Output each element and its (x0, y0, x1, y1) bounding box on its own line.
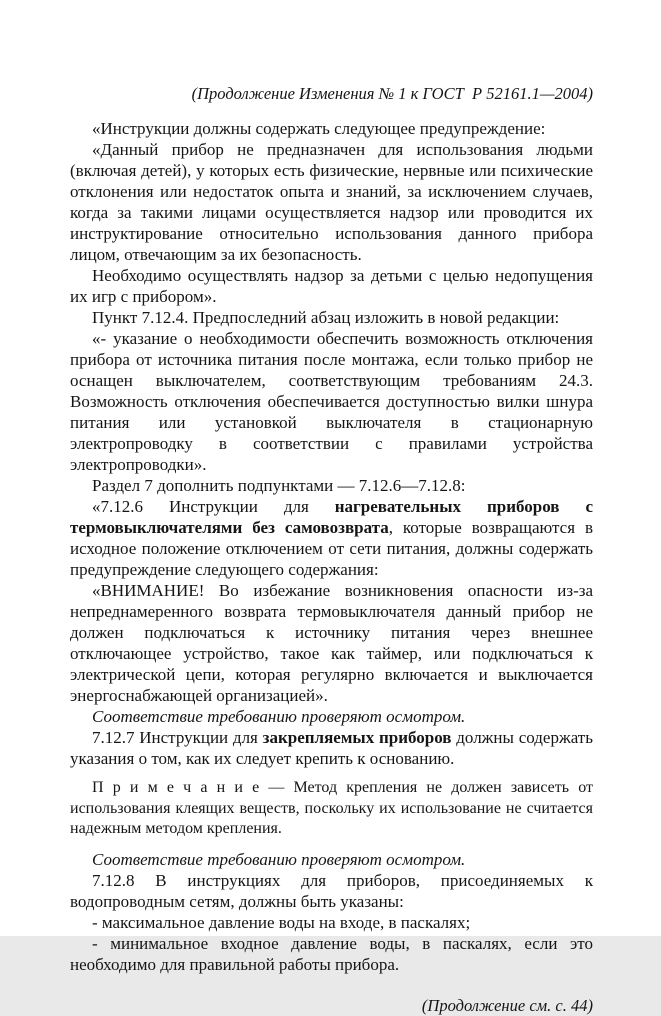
paragraph (70, 933, 593, 975)
text-run: «Инструкции должны содержать следующее предупреждение: (92, 119, 546, 138)
text-run: должны содержать указания о том, как их следует крепить к основанию. (70, 728, 593, 768)
continuation-note: (Продолжение см. с. 44) (421, 995, 593, 1015)
text-run: - максимальное давление воды на входе, в паскалях; (92, 912, 471, 932)
paragraph (70, 580, 593, 706)
paragraph (70, 727, 593, 769)
text-run: 7.12.8 В инструкциях для приборов, присоединяемых к водопроводным сетям, должны быть указаны: (70, 870, 593, 911)
paragraph (70, 475, 593, 496)
text-run: «ВНИМАНИЕ! Во избежание возникновения опасности из-за непреднамеренного возврата термовыключателя данный прибор не должен подключаться к источнику питания через внешнее отключающее устройство, такое как таймер, или подключаться к электрической цепи, которая регулярно включается и выключается энергоснабжающей организацией». (70, 581, 593, 705)
text-run: Необходимо осуществлять надзор за детьми с целью недопущения их игр с прибором». (70, 266, 593, 306)
text-run: Раздел 7 дополнить подпунктами — 7.12.6—7.12.8: (92, 476, 466, 495)
text-run: Соответствие требованию проверяют осмотром. (92, 707, 466, 726)
text-run: Соответствие требованию проверяют осмотром. (92, 849, 466, 869)
running-title: (Продолжение Изменения № 1 к ГОСТ Р 52161.1—2004) (191, 84, 593, 103)
text-run: - минимальное входное давление воды, в паскалях, если это необходимо для правильной работы прибора. (70, 933, 593, 974)
text-run: «7.12.6 Инструкции для (92, 497, 335, 516)
paragraph (70, 870, 593, 912)
document-body (70, 118, 593, 975)
text-run: П р и м е ч а н и е — Метод крепления не должен зависеть от использования клеящих веществ, поскольку их использование не считается надежным методом крепления. (70, 779, 593, 837)
paragraph (70, 307, 593, 328)
text-run: , которые возвращаются в исходное положение отключением от сети питания, должны содержать предупреждение следующего содержания: (70, 518, 593, 579)
bold-text-run: нагревательных приборов с термовыключателями без самовозврата (70, 497, 593, 537)
text-run: «- указание о необходимости обеспечить возможность отключения прибора от источника питания после монтажа, если только прибор не оснащен выключателем, соответствующим требованиям 24.3. Возможность отключения обеспечивается доступностью вилки шнура питания или установкой выключателя в стационарную электропроводку в соответствии с правилами устройства электропроводки». (70, 329, 593, 474)
paragraph (70, 328, 593, 475)
paragraph (70, 118, 593, 139)
bold-text-run: закрепляемых приборов (262, 728, 452, 747)
paragraph (70, 778, 593, 840)
paragraph (70, 706, 593, 727)
paragraph (70, 912, 593, 933)
text-run: 7.12.7 Инструкции для (92, 728, 263, 747)
paragraph (70, 849, 593, 870)
text-run: «Данный прибор не предназначен для использования людьми (включая детей), у которых есть физические, нервные или психические отклонения или недостаток опыта и знаний, за исключением случаев, когда за такими лицами осуществляется надзор или проводится их инструктирование относительно использования данного прибора лицом, отвечающим за их безопасность. (70, 140, 593, 264)
paragraph (70, 265, 593, 307)
text-run: Пункт 7.12.4. Предпоследний абзац изложить в новой редакции: (92, 308, 560, 327)
paragraph (70, 139, 593, 265)
paragraph (70, 496, 593, 580)
